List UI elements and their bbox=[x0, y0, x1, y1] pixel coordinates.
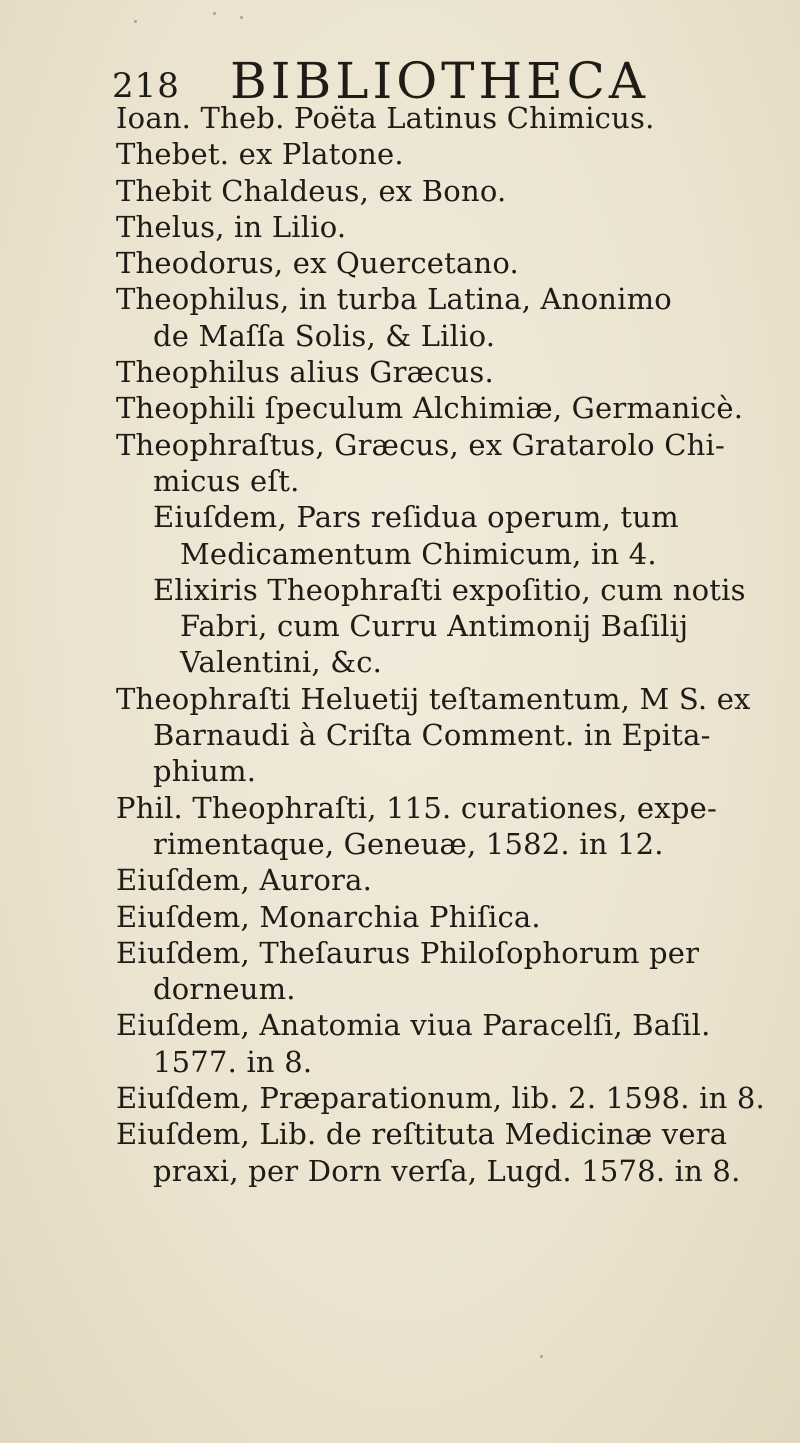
entry-line: Eiuſdem, Theſaurus Philoſophorum per bbox=[116, 935, 700, 970]
entry-line: rimentaque, Geneuæ, 1582. in 12. bbox=[153, 826, 664, 861]
entry-line: Theophili ſpeculum Alchimiæ, Germanicè. bbox=[116, 391, 744, 426]
entry-line: Elixiris Theophraſti expoſitio, cum notis bbox=[153, 572, 746, 607]
entry-line: Theophilus, in turba Latina, Anonimo bbox=[116, 282, 672, 317]
entry-line: Thelus, in Lilio. bbox=[116, 209, 347, 244]
entry-line: Theophraſti Heluetij teſtamentum, M S. ex bbox=[116, 681, 751, 716]
paper-speck bbox=[134, 20, 137, 23]
entry-line: 1577. in 8. bbox=[153, 1044, 313, 1079]
entry-line: Eiuſdem, Pars reſidua operum, tum bbox=[153, 500, 679, 535]
entry-line: Phil. Theophraſti, 115. curationes, expe- bbox=[116, 790, 717, 825]
entry-line: dorneum. bbox=[153, 972, 296, 1007]
catalog-entries bbox=[116, 100, 765, 1189]
entry-line: Theodorus, ex Quercetano. bbox=[116, 246, 519, 281]
entry-line: micus eſt. bbox=[153, 463, 300, 498]
entry-line: Thebet. ex Platone. bbox=[116, 137, 404, 172]
entry-line: phium. bbox=[153, 754, 257, 789]
paper-speck bbox=[213, 12, 216, 15]
running-title: BIBLIOTHECA bbox=[230, 52, 649, 110]
entry-line: Thebit Chaldeus, ex Bono. bbox=[116, 173, 507, 208]
entry-line: Fabri, cum Curru Antimonij Baſilij bbox=[180, 609, 689, 644]
entry-line: Theophraſtus, Græcus, ex Gratarolo Chi- bbox=[116, 427, 725, 462]
entry-line: Barnaudi à Criſta Comment. in Epita- bbox=[153, 718, 711, 753]
entry-line: Valentini, &c. bbox=[180, 645, 383, 680]
entry-line: Medicamentum Chimicum, in 4. bbox=[180, 536, 657, 571]
entry-line: Theophilus alius Græcus. bbox=[116, 355, 494, 390]
entry-line: praxi, per Dorn verſa, Lugd. 1578. in 8. bbox=[153, 1153, 741, 1188]
entry-line: Eiuſdem, Præparationum, lib. 2. 1598. in 8. bbox=[116, 1081, 765, 1116]
entry-line: Eiuſdem, Aurora. bbox=[116, 863, 373, 898]
page-number: 218 bbox=[112, 66, 180, 106]
entry-line: Eiuſdem, Monarchia Phiſica. bbox=[116, 899, 541, 934]
paper-speck bbox=[540, 1355, 543, 1358]
entry-line: Ioan. Theb. Poëta Latinus Chimicus. bbox=[116, 101, 655, 135]
entry-line: de Maſſa Solis, & Lilio. bbox=[153, 318, 496, 353]
paper-speck bbox=[240, 16, 243, 19]
entry-line: Eiuſdem, Lib. de reſtituta Medicinæ vera bbox=[116, 1117, 728, 1152]
entry-line: Eiuſdem, Anatomia viua Paracelſi, Baſil. bbox=[116, 1008, 711, 1043]
